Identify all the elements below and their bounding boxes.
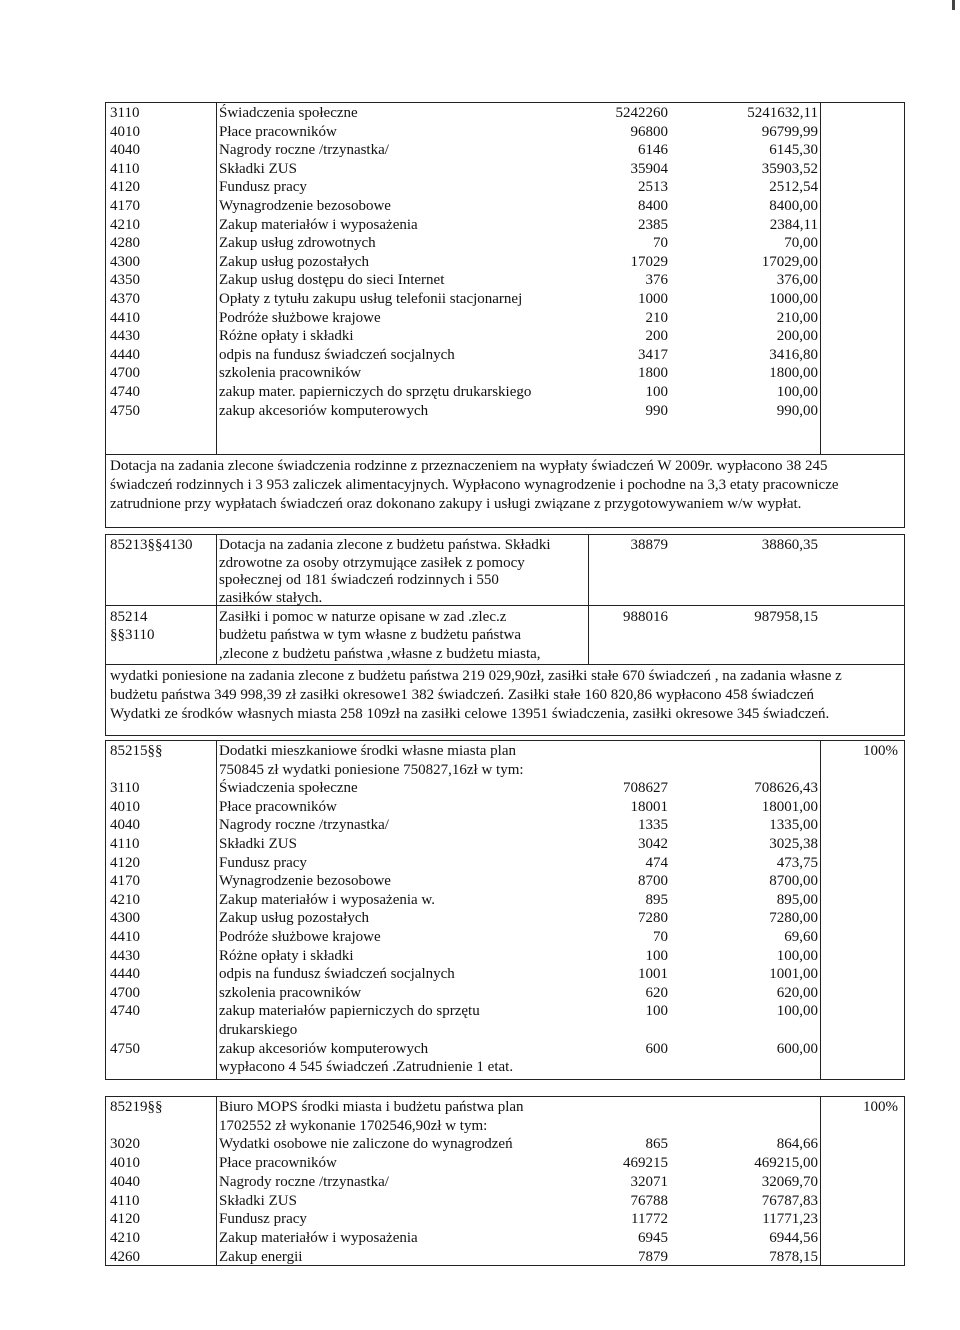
note-line: budżetu państwa 349 998,39 zł zasiłki okresowe1 382 świadczeń. Zasiłki stałe 160 820,86 wypłacono 458 świadczeń (110, 687, 814, 703)
account-code: 3110 (110, 105, 140, 121)
table-row (106, 1002, 904, 1020)
table-row (106, 835, 904, 853)
table-row (106, 234, 904, 252)
account-code: 4210 (110, 216, 140, 233)
planned-amount: 1335 (638, 817, 668, 834)
planned-amount: 708627 (623, 780, 668, 797)
table-row (106, 984, 904, 1002)
account-code: 4040 (110, 1173, 140, 1190)
expense-name: Zakup usług zdrowotnych (219, 235, 376, 252)
expense-table-4 (105, 1096, 905, 1266)
planned-amount: 100 (645, 1003, 668, 1020)
planned-amount: 210 (645, 309, 668, 326)
table-row (106, 626, 904, 644)
expense-name: Płace pracowników (219, 798, 337, 815)
planned-amount: 8700 (638, 873, 668, 890)
expense-name: Składki ZUS (219, 1192, 297, 1209)
account-code: 4430 (110, 947, 140, 964)
account-code: 4440 (110, 346, 140, 363)
expense-name: Zakup materiałów i wyposażenia w. (219, 891, 436, 908)
executed-amount: 11771,23 (762, 1211, 818, 1228)
table-row (106, 197, 904, 215)
expense-name: Składki ZUS (219, 160, 297, 177)
expense-name: Różne opłaty i składki (219, 947, 354, 964)
table-row (106, 253, 904, 271)
account-code: 4440 (110, 966, 140, 983)
expense-name: Wynagrodzenie bezosobowe (219, 873, 391, 890)
executed-amount: 8400,00 (769, 198, 818, 214)
planned-amount: 100 (645, 384, 668, 400)
table-row (106, 909, 904, 927)
executed-amount: 8700,00 (769, 873, 818, 890)
table-row (106, 1058, 904, 1076)
account-code: 4010 (110, 798, 140, 815)
executed-amount: 469215,00 (754, 1155, 818, 1172)
execution-percent: 100% (863, 1099, 898, 1115)
executed-amount: 17029,00 (761, 253, 818, 270)
account-code: 4170 (110, 873, 140, 890)
planned-amount: 1000 (638, 291, 668, 307)
table-row (106, 271, 904, 289)
account-code: 85214 (110, 609, 148, 625)
account-code: 4040 (110, 817, 140, 834)
expense-name: Fundusz pracy (219, 854, 307, 871)
table-row (106, 160, 904, 178)
table-row (106, 1117, 904, 1135)
expense-name: Wynagrodzenie bezosobowe (219, 198, 391, 214)
table-row (106, 965, 904, 983)
account-code: 4700 (110, 984, 140, 1001)
executed-amount: 473,75 (776, 854, 818, 871)
executed-amount: 100,00 (776, 1003, 818, 1020)
expense-name: Zakup usług pozostałych (219, 910, 369, 927)
expense-name: zasiłków stałych. (219, 589, 323, 606)
table-row (106, 309, 904, 327)
executed-amount: 5241632,11 (747, 105, 818, 121)
account-code: §§3110 (110, 627, 155, 643)
executed-amount: 987958,15 (754, 609, 818, 625)
executed-amount: 1800,00 (769, 365, 818, 382)
expense-name: Podróże służbowe krajowe (219, 309, 381, 326)
table-1-note (105, 455, 905, 528)
table-row (106, 554, 904, 572)
expense-name: społecznej od 181 świadczeń rodzinnych i 550 (219, 572, 499, 588)
executed-amount: 7878,15 (769, 1248, 818, 1265)
account-code: 4110 (110, 836, 140, 852)
table-row (106, 123, 904, 141)
account-code: 4300 (110, 910, 140, 927)
account-code: 4120 (110, 1211, 140, 1228)
planned-amount: 18001 (630, 798, 668, 815)
executed-amount: 7280,00 (769, 910, 818, 927)
account-code: 3110 (110, 780, 140, 797)
planned-amount: 11772 (631, 1211, 668, 1228)
planned-amount: 70 (653, 929, 668, 945)
expense-name: Dotacja na zadania zlecone z budżetu państwa. Składki (219, 537, 551, 553)
expense-name: Zakup materiałów i wyposażenia (219, 216, 418, 233)
table-row (106, 872, 904, 890)
section-description: 750845 zł wydatki poniesione 750827,16zł w tym: (219, 761, 524, 778)
executed-amount: 620,00 (776, 984, 818, 1001)
account-code: 4040 (110, 142, 140, 159)
planned-amount: 1800 (638, 365, 668, 382)
expense-name: Składki ZUS (219, 836, 297, 852)
planned-amount: 8400 (638, 198, 668, 214)
expense-name: Nagrody roczne /trzynastka/ (219, 142, 389, 159)
account-code: 4120 (110, 854, 140, 871)
expense-table-2 (105, 534, 905, 665)
planned-amount: 620 (645, 984, 668, 1001)
table-row (106, 1154, 904, 1172)
table-row (106, 383, 904, 401)
executed-amount: 38860,35 (761, 537, 818, 553)
executed-amount: 69,60 (784, 929, 818, 945)
table-row (106, 891, 904, 909)
account-code: 4430 (110, 328, 140, 345)
table-row (106, 346, 904, 364)
planned-amount: 988016 (623, 609, 668, 625)
section-code: 85215§§ (110, 743, 163, 759)
expense-name: Różne opłaty i składki (219, 328, 354, 345)
executed-amount: 6944,56 (769, 1229, 818, 1246)
planned-amount: 7280 (638, 910, 668, 927)
executed-amount: 708626,43 (754, 780, 818, 797)
expense-name: Zakup usług dostępu do sieci Internet (219, 272, 445, 289)
account-code: 4210 (110, 891, 140, 908)
planned-amount: 865 (645, 1136, 668, 1153)
scan-mark (952, 0, 955, 10)
account-code: 4350 (110, 272, 140, 289)
planned-amount: 38879 (630, 537, 668, 553)
expense-name: odpis na fundusz świadczeń socjalnych (219, 346, 455, 363)
account-code: 4410 (110, 309, 140, 326)
table-row (106, 928, 904, 946)
expense-name: zdrowotne za osoby otrzymujące zasiłek z pomocy (219, 554, 525, 571)
table-row (106, 216, 904, 234)
note-line: Dotacja na zadania zlecone świadczenia rodzinne z przeznaczeniem na wypłaty świadczeń W 2009r. wypłacono 38 245 (110, 458, 828, 474)
table-row (106, 854, 904, 872)
table-row (106, 1248, 904, 1266)
execution-percent: 100% (863, 743, 898, 759)
executed-amount: 3025,38 (769, 836, 818, 852)
expense-name: wypłacono 4 545 świadczeń .Zatrudnienie 1 etat. (219, 1059, 514, 1076)
expense-table-1 (105, 102, 905, 455)
expense-name: zakup akcesoriów komputerowych (219, 402, 429, 419)
planned-amount: 96800 (630, 123, 668, 140)
table-row (106, 571, 904, 589)
expense-name: Zakup materiałów i wyposażenia (219, 1229, 418, 1246)
planned-amount: 376 (645, 272, 668, 289)
table-row (106, 104, 904, 122)
executed-amount: 100,00 (776, 384, 818, 400)
expense-name: ,zlecone z budżetu państwa ,własne z budżetu miasta, (219, 646, 541, 662)
planned-amount: 6945 (638, 1229, 668, 1246)
account-code: 4740 (110, 384, 140, 400)
account-code: 4010 (110, 1155, 140, 1172)
note-line: świadczeń rodzinnych i 3 953 zaliczek alimentacyjnych. Wypłacono wynagrodzenie i pochodne na 3,3 etaty pracownicze (110, 477, 839, 493)
planned-amount: 474 (645, 854, 668, 871)
executed-amount: 376,00 (776, 272, 818, 289)
executed-amount: 2512,54 (769, 179, 818, 196)
account-code: 4740 (110, 1003, 140, 1020)
planned-amount: 200 (645, 328, 668, 345)
executed-amount: 600,00 (776, 1040, 818, 1057)
section-description: Biuro MOPS środki miasta i budżetu państwa plan (219, 1099, 524, 1115)
planned-amount: 990 (645, 402, 668, 419)
planned-amount: 5242260 (615, 105, 668, 121)
executed-amount: 96799,99 (761, 123, 818, 140)
expense-name: Podróże służbowe krajowe (219, 929, 381, 945)
table-row (106, 1040, 904, 1058)
expense-name: Fundusz pracy (219, 179, 307, 196)
table-row (106, 141, 904, 159)
expense-name: zakup akcesoriów komputerowych (219, 1040, 429, 1057)
table-row (106, 1173, 904, 1191)
expense-name: Zakup usług pozostałych (219, 253, 369, 270)
account-code: 4280 (110, 235, 140, 252)
expense-table-3 (105, 740, 905, 1080)
account-code: 4750 (110, 402, 140, 419)
executed-amount: 895,00 (776, 891, 818, 908)
executed-amount: 76787,83 (761, 1192, 818, 1209)
expense-name: Nagrody roczne /trzynastka/ (219, 1173, 389, 1190)
planned-amount: 1001 (638, 966, 668, 983)
expense-name: budżetu państwa w tym własne z budżetu państwa (219, 627, 521, 643)
table-2-note (105, 665, 905, 736)
account-code: 4170 (110, 198, 140, 214)
table-row (106, 327, 904, 345)
table-row (106, 1229, 904, 1247)
planned-amount: 2385 (638, 216, 668, 233)
table-row (106, 761, 904, 779)
account-code: 85213§§4130 (110, 537, 193, 553)
table-row (106, 798, 904, 816)
executed-amount: 100,00 (776, 947, 818, 964)
table-row (106, 816, 904, 834)
table-row (106, 402, 904, 420)
executed-amount: 18001,00 (761, 798, 818, 815)
account-code: 3020 (110, 1136, 140, 1153)
planned-amount: 895 (645, 891, 668, 908)
account-code: 4750 (110, 1040, 140, 1057)
account-code: 4120 (110, 179, 140, 196)
planned-amount: 2513 (638, 179, 668, 196)
expense-name: Płace pracowników (219, 1155, 337, 1172)
expense-name: zakup materiałów papierniczych do sprzętu (219, 1003, 480, 1020)
table-row (106, 290, 904, 308)
section-description: 1702552 zł wykonanie 1702546,90zł w tym: (219, 1117, 488, 1134)
table-row (106, 1192, 904, 1210)
expense-name: odpis na fundusz świadczeń socjalnych (219, 966, 455, 983)
account-code: 4260 (110, 1248, 140, 1265)
expense-name: szkolenia pracowników (219, 365, 362, 382)
table-row (106, 178, 904, 196)
planned-amount: 35904 (630, 160, 668, 177)
expense-name: zakup mater. papierniczych do sprzętu drukarskiego (219, 384, 532, 400)
executed-amount: 70,00 (784, 235, 818, 252)
planned-amount: 600 (645, 1040, 668, 1057)
planned-amount: 17029 (630, 253, 668, 270)
table-row (106, 645, 904, 663)
expense-name: Nagrody roczne /trzynastka/ (219, 817, 389, 834)
planned-amount: 100 (645, 947, 668, 964)
account-code: 4010 (110, 123, 140, 140)
expense-name: Świadczenia społeczne (219, 780, 358, 797)
executed-amount: 864,66 (776, 1136, 818, 1153)
planned-amount: 469215 (623, 1155, 668, 1172)
table-row (106, 589, 904, 607)
account-code: 4410 (110, 929, 140, 945)
section-description: Dodatki mieszkaniowe środki własne miasta plan (219, 743, 517, 759)
account-code: 4110 (110, 160, 140, 177)
executed-amount: 6145,30 (769, 142, 818, 159)
account-code: 4700 (110, 365, 140, 382)
executed-amount: 1000,00 (769, 291, 818, 307)
table-row (106, 1021, 904, 1039)
table-row (106, 608, 904, 626)
table-row (106, 1135, 904, 1153)
note-line: wydatki poniesione na zadania zlecone z budżetu państwa 219 029,90zł, zasiłki stałe 670 świadczeń , na zadania własne z (110, 668, 842, 684)
executed-amount: 200,00 (776, 328, 818, 345)
expense-name: drukarskiego (219, 1022, 298, 1038)
expense-name: Zakup energii (219, 1248, 303, 1265)
table-row (106, 1098, 904, 1116)
executed-amount: 35903,52 (761, 160, 818, 177)
executed-amount: 1335,00 (769, 817, 818, 834)
expense-name: Świadczenia społeczne (219, 105, 358, 121)
table-row (106, 536, 904, 554)
executed-amount: 32069,70 (761, 1173, 818, 1190)
expense-name: Opłaty z tytułu zakupu usług telefonii stacjonarnej (219, 291, 523, 307)
account-code: 4210 (110, 1229, 140, 1246)
expense-name: Zasiłki i pomoc w naturze opisane w zad .zlec.z (219, 609, 507, 625)
account-code: 4110 (110, 1192, 140, 1209)
planned-amount: 32071 (630, 1173, 668, 1190)
executed-amount: 1001,00 (769, 966, 818, 983)
planned-amount: 76788 (630, 1192, 668, 1209)
executed-amount: 210,00 (776, 309, 818, 326)
executed-amount: 3416,80 (769, 346, 818, 363)
section-code: 85219§§ (110, 1099, 163, 1115)
planned-amount: 3042 (638, 836, 668, 852)
account-code: 4370 (110, 291, 140, 307)
table-row (106, 364, 904, 382)
planned-amount: 7879 (638, 1248, 668, 1265)
planned-amount: 70 (653, 235, 668, 252)
note-line: Wydatki ze środków własnych miasta 258 109zł na zasiłki celowe 13951 świadczenia, zasiłki okresowe 345 świadczeń. (110, 706, 830, 722)
note-line: zatrudnione przy wypłatach świadczeń oraz dokonano zakupy i usługi związane z przygotowywaniem w/w wypłat. (110, 496, 802, 512)
executed-amount: 990,00 (776, 402, 818, 419)
planned-amount: 3417 (638, 346, 668, 363)
table-row (106, 1210, 904, 1228)
table-row (106, 779, 904, 797)
expense-name: Wydatki osobowe nie zaliczone do wynagrodzeń (219, 1136, 513, 1153)
expense-name: szkolenia pracowników (219, 984, 362, 1001)
planned-amount: 6146 (638, 142, 668, 159)
table-row (106, 742, 904, 760)
expense-name: Płace pracowników (219, 123, 337, 140)
table-row (106, 947, 904, 965)
expense-name: Fundusz pracy (219, 1211, 307, 1228)
executed-amount: 2384,11 (769, 216, 818, 233)
account-code: 4300 (110, 253, 140, 270)
